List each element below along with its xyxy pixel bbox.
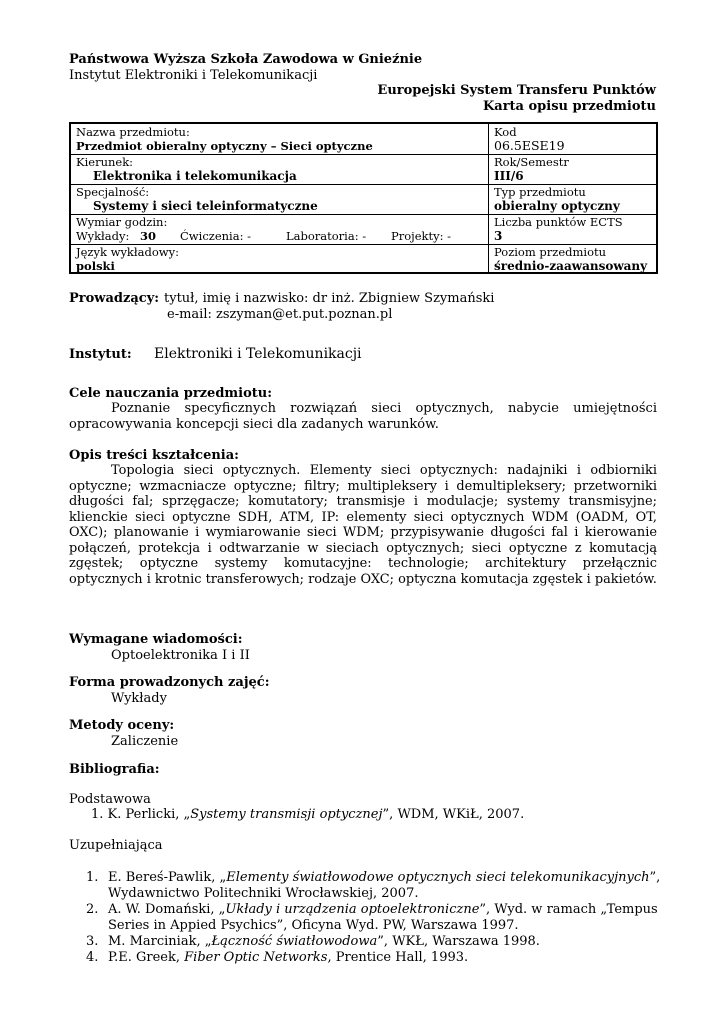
exercises-hours: Ćwiczenia: -: [180, 229, 251, 243]
assessment-title: Metody oceny:: [69, 718, 175, 733]
specialty-label: Specjalność:: [76, 185, 150, 199]
item-title: Systemy transmisji optycznej: [190, 807, 383, 822]
content-text: [69, 463, 657, 587]
bibliography-item: [86, 870, 660, 886]
ects-label: Liczba punktów ECTS: [494, 215, 623, 229]
table-divider: [488, 124, 489, 272]
content-title: Opis treści kształcenia:: [69, 448, 239, 463]
lecturer-email: e-mail: zszyman@et.put.poznan.pl: [167, 307, 393, 322]
lecturer-label: Prowadzący:: [69, 291, 160, 306]
bibliography-item: [91, 807, 524, 823]
field-label: Kierunek:: [76, 155, 134, 169]
item-publisher: ”, Wyd. w ramach „Tempus: [479, 902, 658, 917]
ects-system-title: Europejski System Transferu Punktów: [377, 83, 656, 98]
bibliography-item: [86, 902, 658, 918]
goals-text: [69, 401, 657, 432]
institute-name: Instytut Elektroniki i Telekomunikacji: [69, 68, 318, 83]
item-publisher: ”, WKŁ, Warszawa 1998.: [377, 934, 540, 949]
goals-paragraph: Poznanie specyficznych rozwiązań sieci optycznych, nabycie umiejętności opracowywania koncepcji sieci dla zadanych warunków.: [69, 401, 657, 432]
item-author: A. W. Domański, „: [108, 902, 226, 917]
lectures-label: Wykłady:: [76, 229, 130, 243]
card-title: Karta opisu przedmiotu: [482, 99, 656, 114]
assessment-value: Zaliczenie: [111, 734, 179, 749]
year-semester-value: III/6: [494, 169, 524, 183]
item-title: Łączność światłowodowa: [211, 934, 378, 949]
lab-hours: Laboratoria: -: [286, 229, 367, 243]
specialty-value: Systemy i sieci teleinformatyczne: [93, 199, 318, 213]
course-info-table: [69, 122, 658, 274]
item-title: Fiber Optic Networks: [184, 950, 328, 965]
institute-label: Instytut:: [69, 347, 132, 362]
item-publisher: ”, WDM, WKiŁ, 2007.: [382, 807, 525, 822]
item-number: 3.: [86, 934, 99, 949]
course-name-label: Nazwa przedmiotu:: [76, 125, 190, 139]
requirements-title: Wymagane wiadomości:: [69, 632, 243, 647]
institute-value: Elektroniki i Telekomunikacji: [154, 346, 362, 362]
basic-bibliography-label: Podstawowa: [69, 792, 151, 807]
requirements-value: Optoelektronika I i II: [111, 648, 250, 663]
item-author: P.E. Greek,: [108, 950, 185, 965]
goals-title: Cele nauczania przedmiotu:: [69, 386, 273, 401]
item-author: K. Perlicki, „: [107, 807, 191, 822]
item-title: Elementy światłowodowe optycznych sieci telekomunikacyjnych: [226, 870, 650, 885]
item-number: 1.: [86, 870, 99, 885]
code-label: Kod: [494, 125, 517, 139]
item-publisher: , Prentice Hall, 1993.: [327, 950, 469, 965]
item-number: 4.: [86, 950, 99, 965]
item-author: E. Bereś-Pawlik, „: [108, 870, 227, 885]
field-value: Elektronika i telekomunikacja: [93, 169, 297, 183]
language-value: polski: [76, 259, 115, 273]
year-semester-label: Rok/Semestr: [494, 155, 569, 169]
level-value: średnio-zaawansowany: [494, 259, 648, 273]
code-value: 06.5ESE19: [494, 138, 565, 153]
bibliography-item-continuation: Series in Appied Psychics”, Oficyna Wyd. PW, Warszawa 1997.: [108, 918, 519, 933]
item-number: 2.: [86, 902, 99, 917]
extra-bibliography-label: Uzupełniająca: [69, 838, 163, 853]
bibliography-item: [86, 950, 468, 966]
project-hours: Projekty: -: [391, 229, 452, 243]
lecturer-name: tytuł, imię i nazwisko: dr inż. Zbigniew Szymański: [164, 291, 495, 306]
bibliography-title: Bibliografia:: [69, 762, 160, 777]
bibliography-item-continuation: Wydawnictwo Politechniki Wrocławskiej, 2007.: [108, 886, 419, 901]
item-title: Układy i urządzenia optoelektroniczne: [225, 902, 480, 917]
item-publisher: ”,: [649, 870, 661, 885]
course-name-value: Przedmiot obieralny optyczny – Sieci optyczne: [76, 139, 373, 153]
item-number: 1.: [91, 807, 104, 822]
content-paragraph: Topologia sieci optycznych. Elementy sieci optycznych: nadajniki i odbiorniki optyczne; wzmacniacze optyczne; filtry; multipleksery i demultipleksery; przetworniki długości fal; sprzęgacze; komutatory; transmisje i modulacje; systemy transmisyjne; klienckie sieci optyczne SDH, ATM, IP: elementy sieci optycznych WDM (OADM, OT, OXC); planowanie i wymiarowanie sieci WDM; przypisywanie długości fal i kierowanie połączeń, protekcja i odtwarzanie w sieciach optycznych; sieci optyczne z komutacją zgęstek; optyczne systemy komutacyjne: technologie; architektury przełącznic optycznych i krotnic transferowych; rodzaje OXC; optyczna komutacja zgęstek i pakietów.: [69, 463, 657, 587]
form-value: Wykłady: [111, 691, 167, 706]
level-label: Poziom przedmiotu: [494, 245, 607, 259]
course-type-value: obieralny optyczny: [494, 199, 620, 213]
ects-value: 3: [494, 229, 503, 243]
course-type-label: Typ przedmiotu: [494, 185, 586, 199]
item-author: M. Marciniak, „: [108, 934, 212, 949]
lectures-value: 30: [140, 229, 157, 243]
language-label: Język wykładowy:: [76, 245, 179, 259]
hours-label: Wymiar godzin:: [76, 215, 168, 229]
form-title: Forma prowadzonych zajęć:: [69, 675, 270, 690]
school-name: Państwowa Wyższa Szkoła Zawodowa w Gnieźnie: [69, 52, 423, 67]
bibliography-item: [86, 934, 540, 950]
